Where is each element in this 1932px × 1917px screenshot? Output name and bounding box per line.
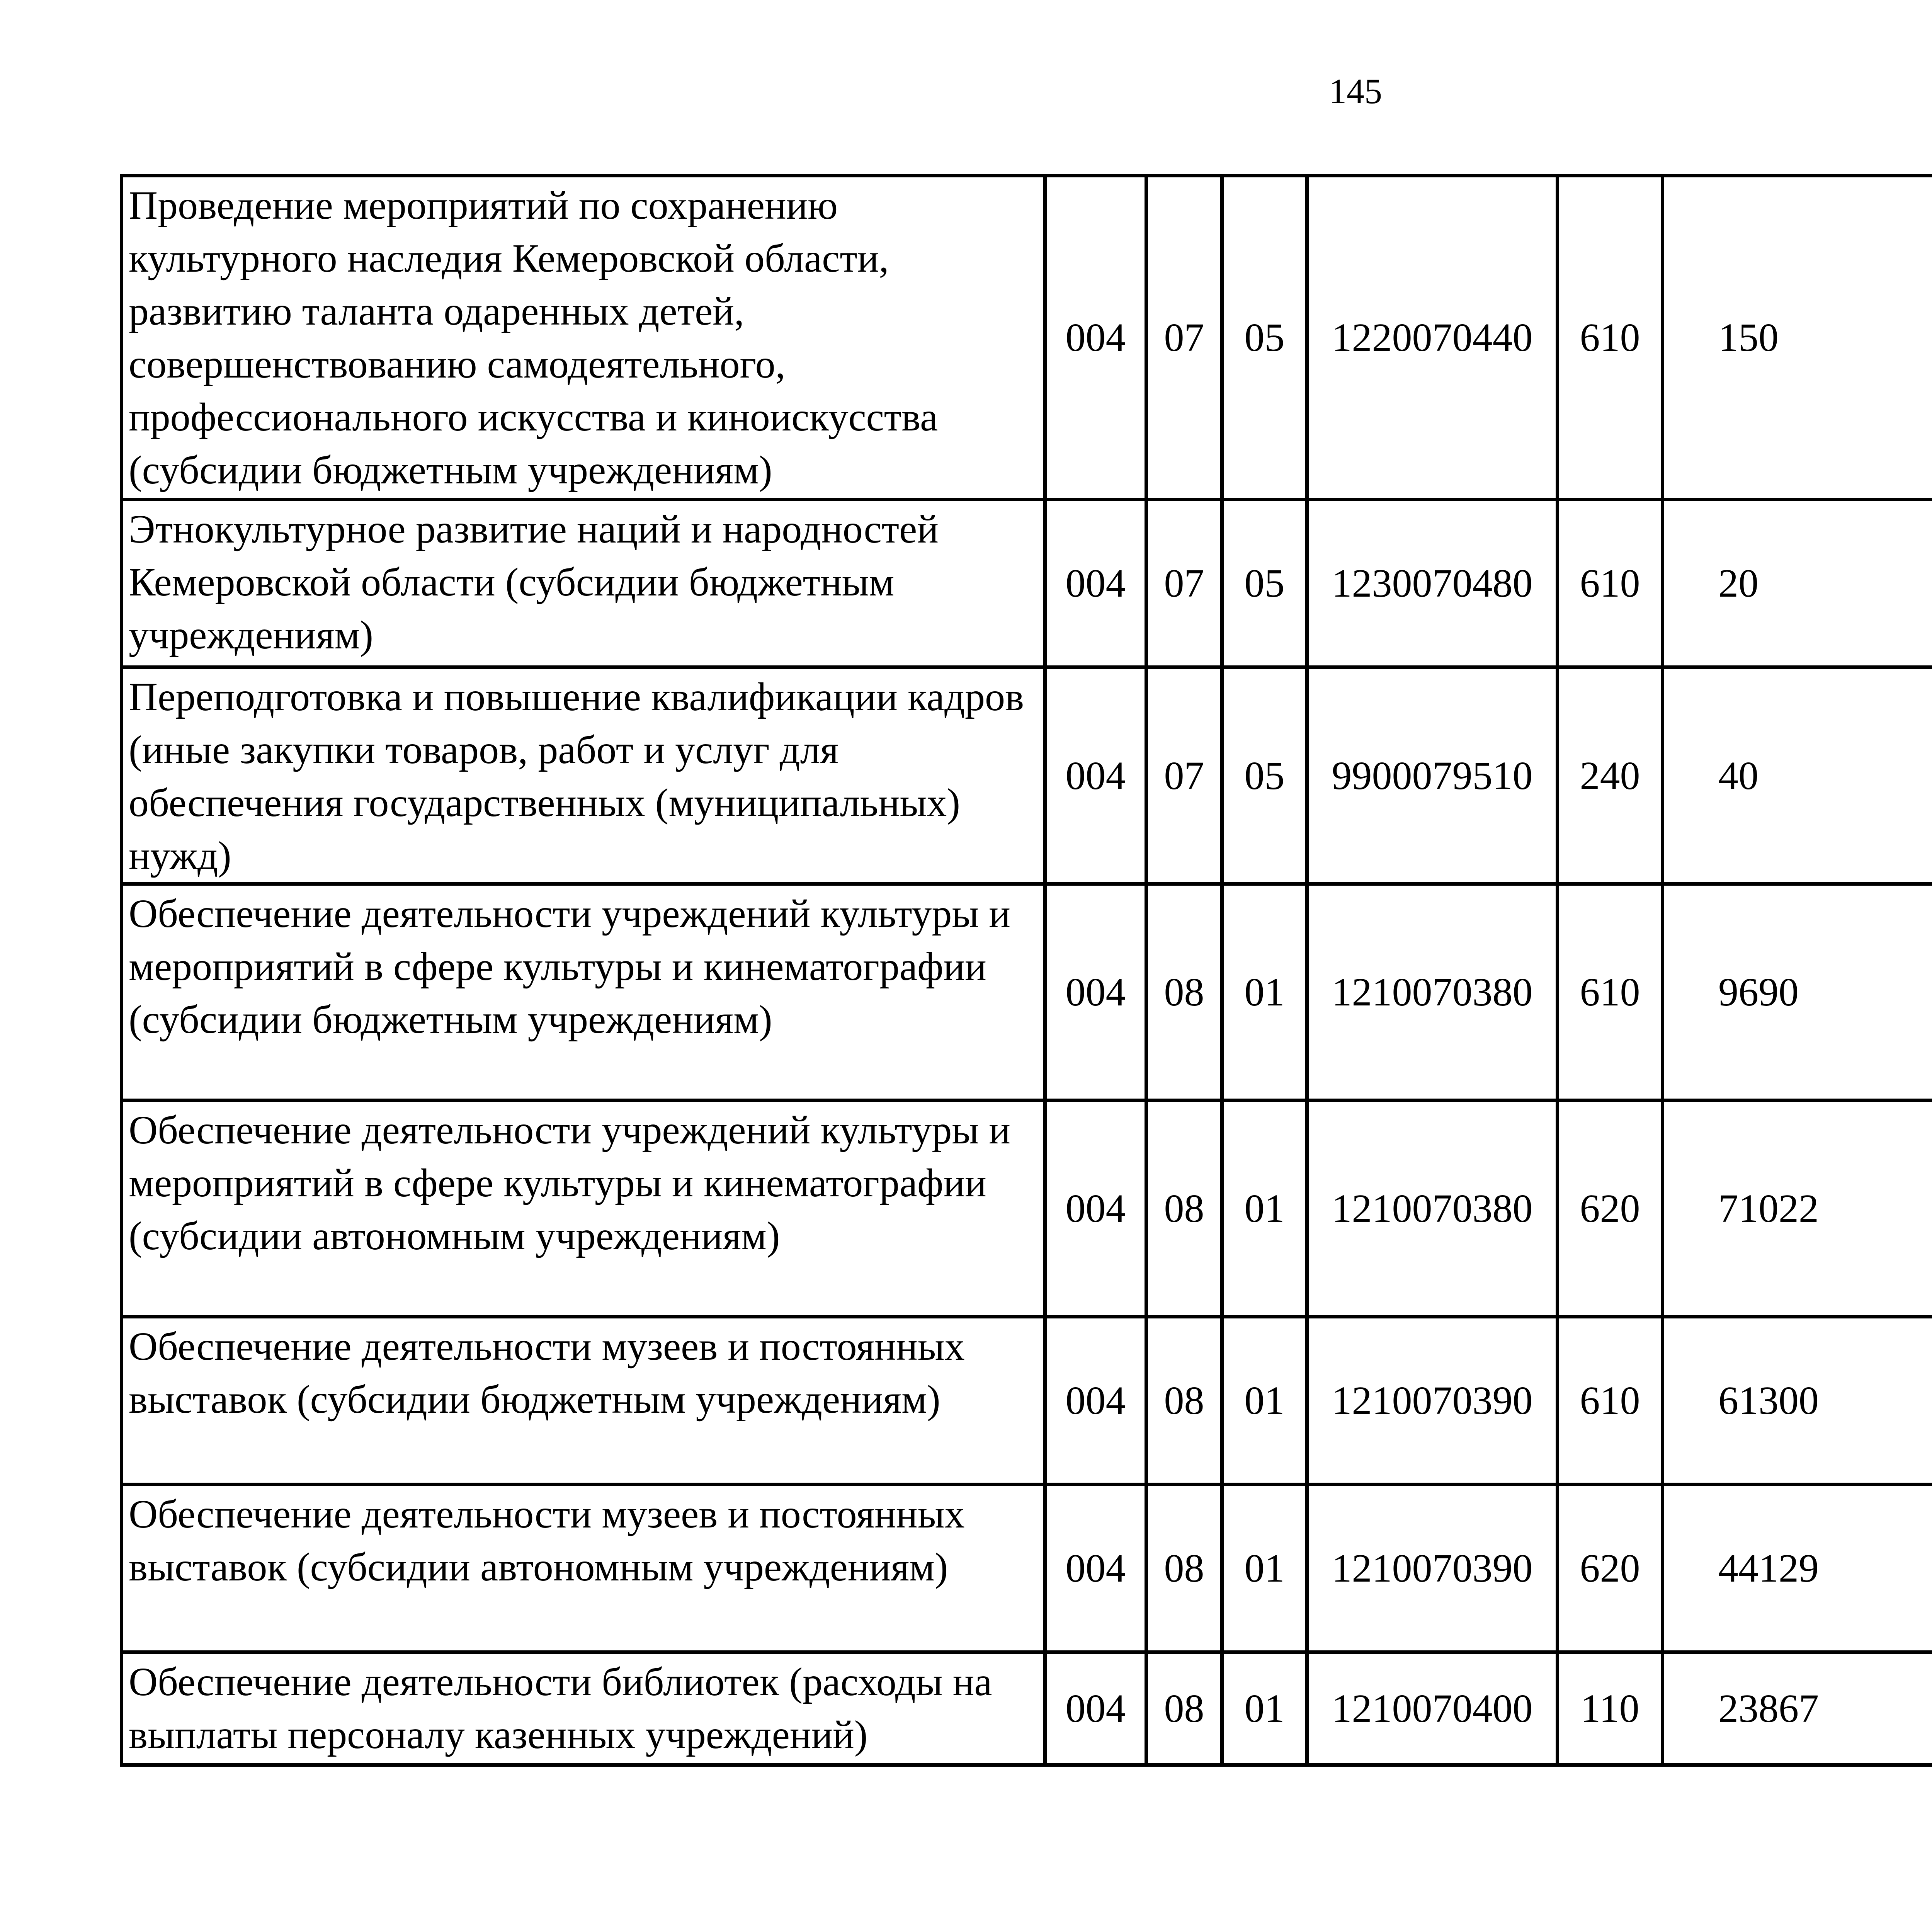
subsection-code: 01: [1222, 1485, 1307, 1652]
expense-name: Обеспечение деятельности библиотек (расходы на выплаты персоналу казенных учреждений): [122, 1652, 1045, 1765]
ministry-code: 004: [1045, 1317, 1146, 1485]
subsection-code: 05: [1222, 500, 1307, 667]
section-code: 08: [1146, 1101, 1222, 1317]
section-code: 08: [1146, 1652, 1222, 1765]
table-row: [122, 176, 1932, 500]
section-code: 07: [1146, 176, 1222, 500]
subsection-code: 01: [1222, 1317, 1307, 1485]
target-article-code: 1210070390: [1307, 1317, 1558, 1485]
ministry-code: 004: [1045, 176, 1146, 500]
section-code: 07: [1146, 500, 1222, 667]
subsection-code: 01: [1222, 884, 1307, 1101]
amount-year-1: 40: [1663, 667, 1932, 884]
amount-year-1: 61300: [1663, 1317, 1932, 1485]
amount-year-1: 71022: [1663, 1101, 1932, 1317]
amount-year-1: 23867: [1663, 1652, 1932, 1765]
target-article-code: 1210070400: [1307, 1652, 1558, 1765]
expense-type-code: 610: [1558, 1317, 1663, 1485]
expense-name: Обеспечение деятельности музеев и постоянных выставок (субсидии бюджетным учреждениям): [122, 1317, 1045, 1485]
expense-type-code: 610: [1558, 884, 1663, 1101]
amount-year-1: 150: [1663, 176, 1932, 500]
ministry-code: 004: [1045, 1101, 1146, 1317]
subsection-code: 05: [1222, 176, 1307, 500]
ministry-code: 004: [1045, 667, 1146, 884]
expense-name: Этнокультурное развитие наций и народностей Кемеровской области (субсидии бюджетным учреждениям): [122, 500, 1045, 667]
expense-type-code: 110: [1558, 1652, 1663, 1765]
budget-table: [120, 174, 1932, 1767]
section-code: 08: [1146, 1317, 1222, 1485]
subsection-code: 01: [1222, 1652, 1307, 1765]
expense-type-code: 240: [1558, 667, 1663, 884]
ministry-code: 004: [1045, 884, 1146, 1101]
amount-year-1: 44129: [1663, 1485, 1932, 1652]
target-article-code: 1230070480: [1307, 500, 1558, 667]
expense-name: Обеспечение деятельности учреждений культуры и мероприятий в сфере культуры и кинематографии (субсидии автономным учреждениям): [122, 1101, 1045, 1317]
table-row: [122, 1101, 1932, 1317]
table-row: [122, 500, 1932, 667]
target-article-code: 9900079510: [1307, 667, 1558, 884]
expense-type-code: 620: [1558, 1101, 1663, 1317]
subsection-code: 05: [1222, 667, 1307, 884]
section-code: 08: [1146, 1485, 1222, 1652]
expense-name: Переподготовка и повышение квалификации кадров (иные закупки товаров, работ и услуг для обеспечения государственных (муниципальных) нужд): [122, 667, 1045, 884]
expense-type-code: 610: [1558, 500, 1663, 667]
ministry-code: 004: [1045, 1485, 1146, 1652]
ministry-code: 004: [1045, 1652, 1146, 1765]
amount-year-1: 9690: [1663, 884, 1932, 1101]
amount-year-1: 20: [1663, 500, 1932, 667]
table-row: [122, 667, 1932, 884]
target-article-code: 1210070380: [1307, 884, 1558, 1101]
section-code: 07: [1146, 667, 1222, 884]
table-row: [122, 1652, 1932, 1765]
table-row: [122, 1317, 1932, 1485]
expense-name: Проведение мероприятий по сохранению культурного наследия Кемеровской области, развитию таланта одаренных детей, совершенствованию самодеятельного, профессионального искусства и киноискусства (субсидии бюджетным учреждениям): [122, 176, 1045, 500]
section-code: 08: [1146, 884, 1222, 1101]
ministry-code: 004: [1045, 500, 1146, 667]
expense-type-code: 620: [1558, 1485, 1663, 1652]
target-article-code: 1220070440: [1307, 176, 1558, 500]
expense-type-code: 610: [1558, 176, 1663, 500]
page-number: 145: [1329, 71, 1382, 111]
expense-name: Обеспечение деятельности учреждений культуры и мероприятий в сфере культуры и кинематографии (субсидии бюджетным учреждениям): [122, 884, 1045, 1101]
target-article-code: 1210070380: [1307, 1101, 1558, 1317]
table-row: [122, 1485, 1932, 1652]
table-row: [122, 884, 1932, 1101]
expense-name: Обеспечение деятельности музеев и постоянных выставок (субсидии автономным учреждениям): [122, 1485, 1045, 1652]
subsection-code: 01: [1222, 1101, 1307, 1317]
target-article-code: 1210070390: [1307, 1485, 1558, 1652]
